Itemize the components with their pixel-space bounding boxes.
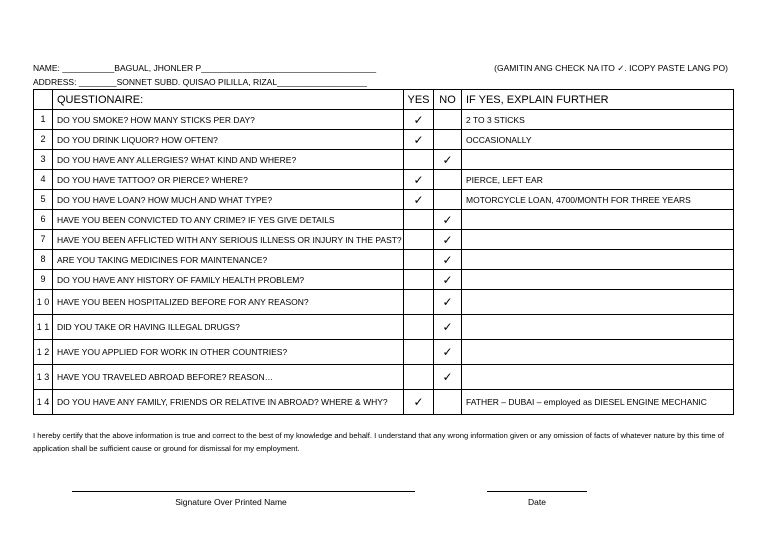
table-row	[34, 390, 734, 415]
no-mark: ✓	[434, 365, 462, 390]
explanation-text	[462, 230, 734, 250]
explanation-text	[462, 340, 734, 365]
explanation-text	[462, 250, 734, 270]
row-number: 1 1	[34, 315, 53, 340]
explanation-text: FATHER – DUBAI – employed as DIESEL ENGINE MECHANIC	[462, 390, 734, 415]
table-row	[34, 340, 734, 365]
yes-mark	[404, 340, 434, 365]
no-mark: ✓	[434, 150, 462, 170]
row-number: 1 3	[34, 365, 53, 390]
yes-mark: ✓	[404, 190, 434, 210]
explanation-text: PIERCE, LEFT EAR	[462, 170, 734, 190]
no-mark: ✓	[434, 315, 462, 340]
explanation-text	[462, 315, 734, 340]
header-yes: YES	[404, 90, 434, 110]
question-text: HAVE YOU APPLIED FOR WORK IN OTHER COUNTRIES?	[53, 340, 404, 365]
certification-text: I hereby certify that the above information is true and correct to the best of my knowledge and behalf. I understand that any wrong information given or any omission of facts of whatever nature by this time of application shall be sufficient cause or ground for dismissal for my employment.	[33, 431, 724, 453]
yes-mark: ✓	[404, 390, 434, 415]
table-row	[34, 170, 734, 190]
no-mark	[434, 390, 462, 415]
table-row	[34, 230, 734, 250]
signature-line	[72, 491, 415, 492]
explanation-text: MOTORCYCLE LOAN, 4700/MONTH FOR THREE YEARS	[462, 190, 734, 210]
explanation-text	[462, 270, 734, 290]
table-row	[34, 110, 734, 130]
question-text: DO YOU HAVE LOAN? HOW MUCH AND WHAT TYPE?	[53, 190, 404, 210]
table-row	[34, 365, 734, 390]
question-text: DO YOU HAVE ANY HISTORY OF FAMILY HEALTH PROBLEM?	[53, 270, 404, 290]
table-row	[34, 130, 734, 150]
row-number: 1 4	[34, 390, 53, 415]
yes-mark	[404, 365, 434, 390]
question-text: ARE YOU TAKING MEDICINES FOR MAINTENANCE?	[53, 250, 404, 270]
question-text: HAVE YOU BEEN AFFLICTED WITH ANY SERIOUS ILLNESS OR INJURY IN THE PAST?	[53, 230, 404, 250]
row-number: 4	[34, 170, 53, 190]
yes-mark	[404, 230, 434, 250]
yes-mark	[404, 315, 434, 340]
no-mark: ✓	[434, 270, 462, 290]
explanation-text	[462, 150, 734, 170]
row-number: 9	[34, 270, 53, 290]
question-text: DO YOU HAVE TATTOO? OR PIERCE? WHERE?	[53, 170, 404, 190]
yes-mark	[404, 270, 434, 290]
row-number: 1 0	[34, 290, 53, 315]
header-question: QUESTIONAIRE:	[53, 90, 404, 110]
no-mark: ✓	[434, 250, 462, 270]
no-mark	[434, 110, 462, 130]
check-instruction-note: (GAMITIN ANG CHECK NA ITO ✓. ICOPY PASTE LANG PO)	[494, 63, 728, 73]
no-mark: ✓	[434, 290, 462, 315]
explanation-text	[462, 365, 734, 390]
table-row	[34, 190, 734, 210]
no-mark: ✓	[434, 340, 462, 365]
questionnaire-table	[33, 89, 734, 415]
row-number: 7	[34, 230, 53, 250]
address-line: ADDRESS: ________SONNET SUBD. QUISAO PILILLA, RIZAL___________________	[33, 77, 367, 87]
row-number: 6	[34, 210, 53, 230]
table-row	[34, 150, 734, 170]
explanation-text: OCCASIONALLY	[462, 130, 734, 150]
table-row	[34, 270, 734, 290]
yes-mark	[404, 210, 434, 230]
explanation-text	[462, 210, 734, 230]
explanation-text: 2 TO 3 STICKS	[462, 110, 734, 130]
name-line: NAME: ___________BAGUAL, JHONLER P_____________________________________	[33, 63, 377, 73]
question-text: DID YOU TAKE OR HAVING ILLEGAL DRUGS?	[53, 315, 404, 340]
header-no: NO	[434, 90, 462, 110]
no-mark	[434, 190, 462, 210]
date-label: Date	[528, 497, 546, 507]
no-mark: ✓	[434, 230, 462, 250]
no-mark	[434, 170, 462, 190]
no-mark	[434, 130, 462, 150]
header-explain: IF YES, EXPLAIN FURTHER	[462, 90, 734, 110]
question-text: DO YOU SMOKE? HOW MANY STICKS PER DAY?	[53, 110, 404, 130]
header-number-cell	[34, 90, 53, 110]
row-number: 1 2	[34, 340, 53, 365]
question-text: DO YOU HAVE ANY ALLERGIES? WHAT KIND AND WHERE?	[53, 150, 404, 170]
row-number: 2	[34, 130, 53, 150]
yes-mark: ✓	[404, 170, 434, 190]
row-number: 5	[34, 190, 53, 210]
yes-mark: ✓	[404, 130, 434, 150]
table-row	[34, 290, 734, 315]
date-line	[487, 491, 587, 492]
yes-mark	[404, 150, 434, 170]
explanation-text	[462, 290, 734, 315]
row-number: 3	[34, 150, 53, 170]
question-text: DO YOU DRINK LIQUOR? HOW OFTEN?	[53, 130, 404, 150]
yes-mark: ✓	[404, 110, 434, 130]
table-row	[34, 250, 734, 270]
question-text: DO YOU HAVE ANY FAMILY, FRIENDS OR RELATIVE IN ABROAD? WHERE & WHY?	[53, 390, 404, 415]
table-row	[34, 210, 734, 230]
row-number: 1	[34, 110, 53, 130]
question-text: HAVE YOU TRAVELED ABROAD BEFORE? REASON…	[53, 365, 404, 390]
question-text: HAVE YOU BEEN HOSPITALIZED BEFORE FOR ANY REASON?	[53, 290, 404, 315]
question-text: HAVE YOU BEEN CONVICTED TO ANY CRIME? IF YES GIVE DETAILS	[53, 210, 404, 230]
no-mark: ✓	[434, 210, 462, 230]
yes-mark	[404, 290, 434, 315]
signature-label: Signature Over Printed Name	[175, 497, 287, 507]
row-number: 8	[34, 250, 53, 270]
yes-mark	[404, 250, 434, 270]
table-row	[34, 315, 734, 340]
table-header-row	[34, 90, 734, 110]
